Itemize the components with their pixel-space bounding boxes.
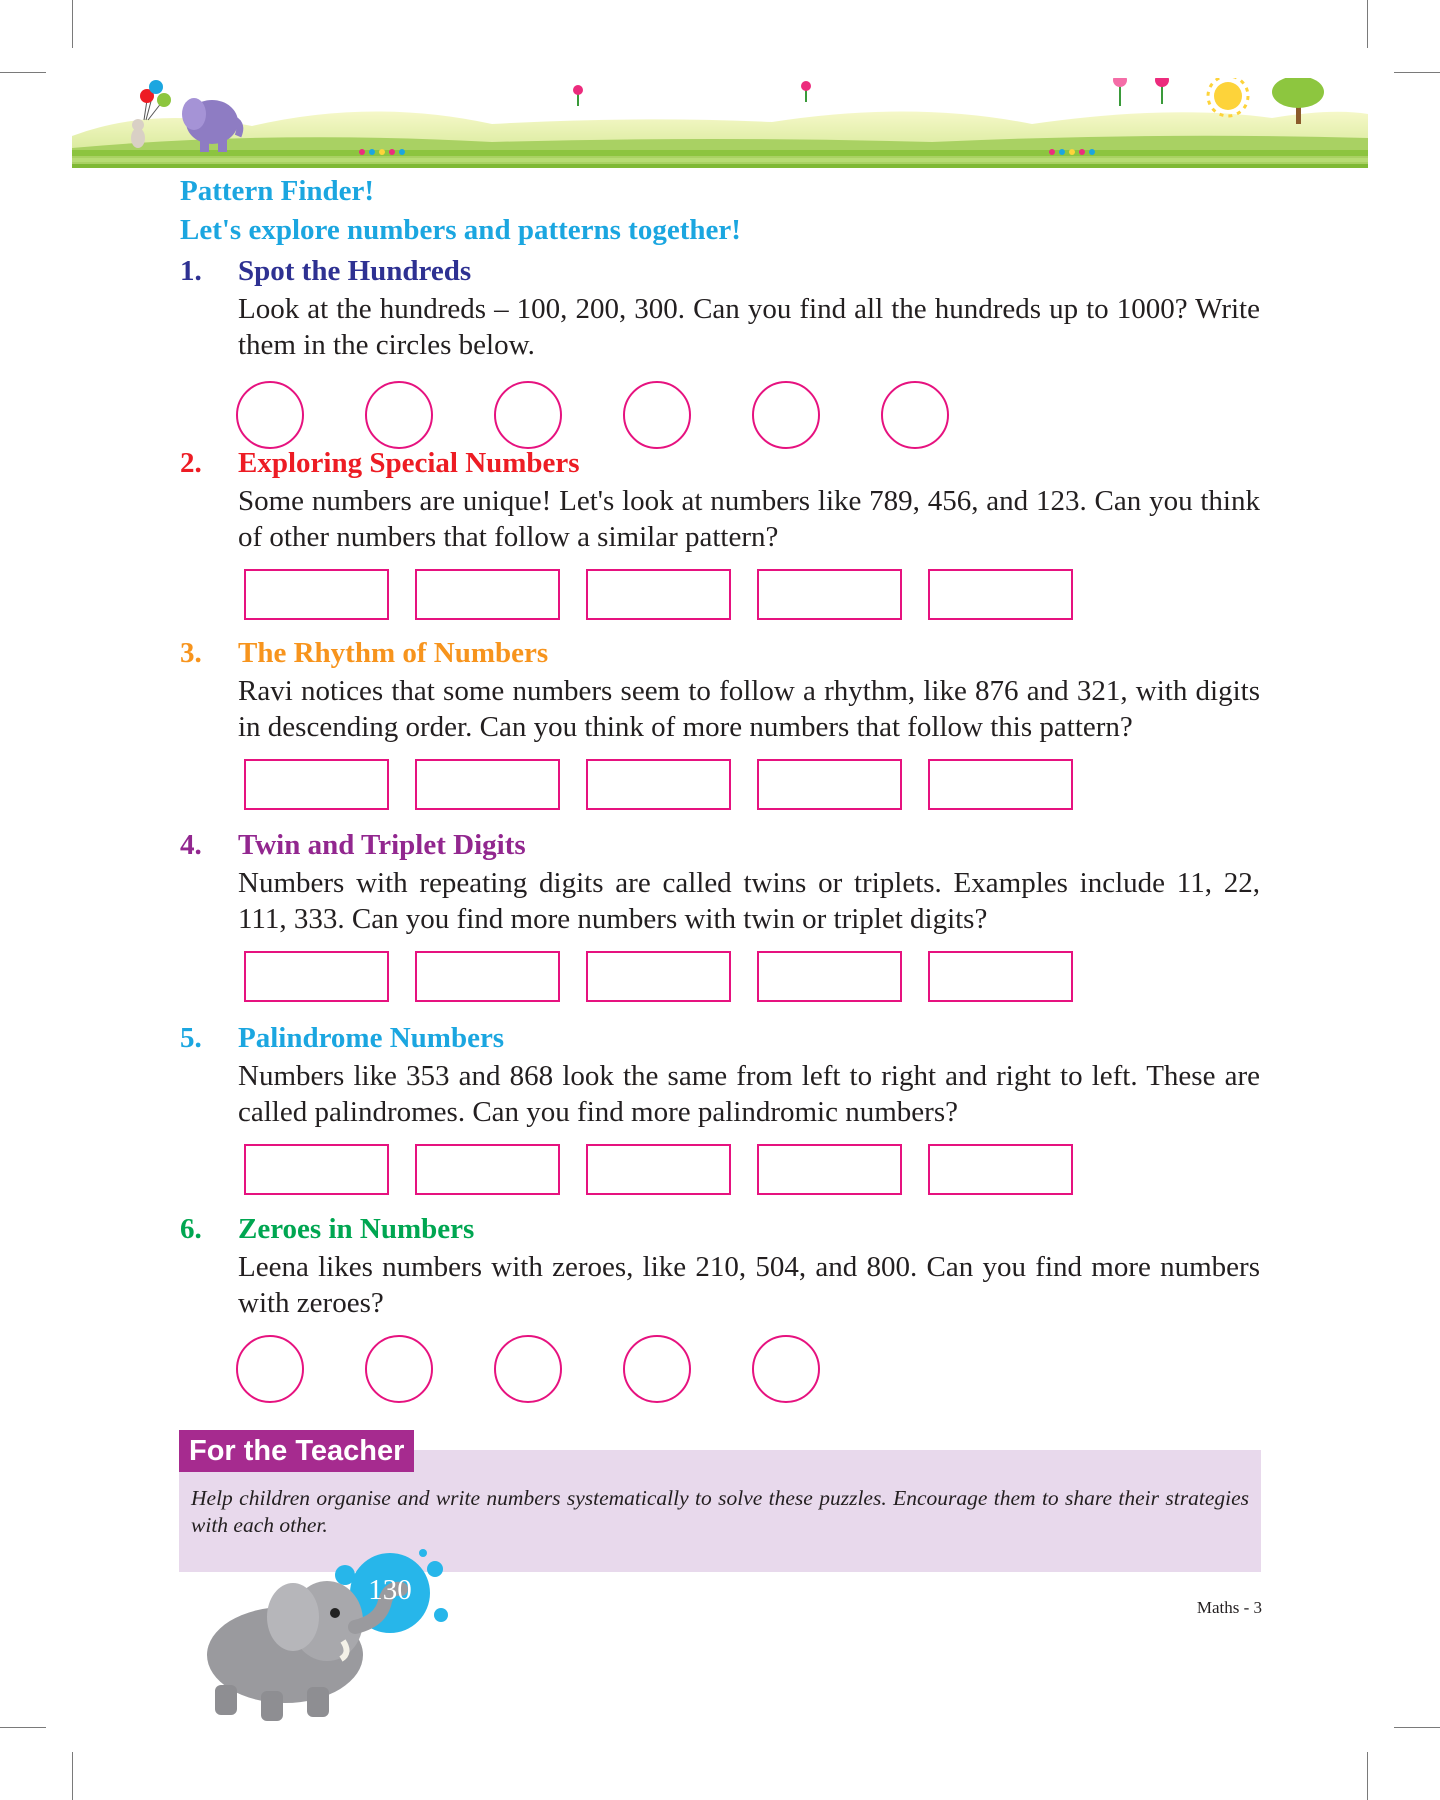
question-number: 4.	[180, 829, 202, 861]
crop-mark-top-left-v	[72, 0, 73, 48]
teacher-note-text: Help children organise and write numbers systematically to solve these puzzles. Encourage them to share their strategies with each other.	[179, 1450, 1261, 1572]
book-label: Maths - 3	[1196, 1598, 1262, 1617]
flower-icon-1	[573, 85, 583, 106]
worksheet-content	[180, 172, 1260, 1319]
question-number: 5.	[180, 1022, 202, 1054]
answer-circle[interactable]	[365, 1335, 433, 1403]
question-text: Leena likes numbers with zeroes, like 210, 504, and 800. Can you find more numbers with zeroes?	[238, 1251, 1260, 1319]
page-number: 130	[368, 1574, 412, 1606]
question-heading-row	[180, 826, 1260, 865]
answer-box[interactable]	[415, 569, 560, 620]
crop-mark-bottom-left-h	[0, 1727, 46, 1728]
header-landscape-banner	[72, 78, 1368, 168]
question-text: Look at the hundreds – 100, 200, 300. Can you find all the hundreds up to 1000? Write them in the circles below.	[238, 293, 1260, 361]
answer-box[interactable]	[244, 569, 389, 620]
answer-box[interactable]	[928, 569, 1073, 620]
answer-circle[interactable]	[236, 381, 304, 449]
answer-circle[interactable]	[623, 381, 691, 449]
crop-mark-top-right-h	[1394, 72, 1440, 73]
sun-icon	[1208, 78, 1248, 116]
answer-box[interactable]	[244, 1144, 389, 1195]
question-heading-row	[180, 444, 1260, 483]
answer-row	[244, 951, 1260, 1002]
answer-box[interactable]	[415, 951, 560, 1002]
question-heading: The Rhythm of Numbers	[238, 637, 549, 669]
rabbit-icon	[131, 119, 145, 148]
question-text: Numbers like 353 and 868 look the same from left to right and right to left. These are called palindromes. Can you find more palindromic numbers?	[238, 1060, 1260, 1128]
question-heading-row	[180, 252, 1260, 291]
question-heading-row	[180, 1019, 1260, 1058]
answer-circle[interactable]	[881, 381, 949, 449]
answer-box[interactable]	[586, 1144, 731, 1195]
answer-box[interactable]	[757, 1144, 902, 1195]
grass-stripe-3	[72, 164, 1368, 168]
answer-box[interactable]	[757, 569, 902, 620]
question-4	[180, 826, 1260, 1002]
answer-circle[interactable]	[494, 381, 562, 449]
flowers-cluster-icon	[1113, 78, 1169, 106]
crop-mark-top-left-h	[0, 72, 46, 73]
question-heading: Twin and Triplet Digits	[238, 829, 526, 861]
question-2	[180, 444, 1260, 620]
answer-row	[244, 569, 1260, 620]
question-heading-row	[180, 1210, 1260, 1249]
crop-mark-bottom-right-h	[1394, 1727, 1440, 1728]
answer-circle[interactable]	[236, 1335, 304, 1403]
answer-box[interactable]	[757, 951, 902, 1002]
crop-mark-bottom-left-v	[72, 1752, 73, 1800]
answer-row	[244, 1144, 1260, 1195]
answer-box[interactable]	[415, 759, 560, 810]
elephant-mascot-icon	[175, 1545, 475, 1725]
page-subtitle: Let's explore numbers and patterns together!	[180, 214, 741, 246]
answer-circle[interactable]	[752, 381, 820, 449]
crop-mark-top-right-v	[1367, 0, 1368, 48]
grass-stripe-1	[72, 150, 1368, 156]
question-number: 2.	[180, 447, 202, 479]
question-heading-row	[180, 634, 1260, 673]
answer-circle[interactable]	[494, 1335, 562, 1403]
answer-box[interactable]	[415, 1144, 560, 1195]
balloons-icon	[140, 80, 171, 120]
question-1	[180, 252, 1260, 449]
answer-box[interactable]	[928, 1144, 1073, 1195]
question-5	[180, 1019, 1260, 1195]
page-title: Pattern Finder!	[180, 175, 375, 207]
answer-box[interactable]	[757, 759, 902, 810]
answer-circle[interactable]	[365, 381, 433, 449]
answer-box[interactable]	[586, 951, 731, 1002]
question-heading: Palindrome Numbers	[238, 1022, 505, 1054]
question-3	[180, 634, 1260, 810]
answer-box[interactable]	[244, 759, 389, 810]
answer-row	[244, 759, 1260, 810]
answer-box[interactable]	[244, 951, 389, 1002]
question-number: 3.	[180, 637, 202, 669]
question-number: 1.	[180, 255, 202, 287]
answer-row	[236, 1335, 1260, 1403]
question-heading: Exploring Special Numbers	[238, 447, 580, 479]
answer-row	[236, 381, 1260, 449]
question-heading: Spot the Hundreds	[238, 255, 472, 287]
answer-box[interactable]	[586, 759, 731, 810]
question-text: Ravi notices that some numbers seem to follow a rhythm, like 876 and 321, with digits in descending order. Can you think of more numbers that follow this pattern?	[238, 675, 1260, 743]
question-heading: Zeroes in Numbers	[238, 1213, 475, 1245]
question-number: 6.	[180, 1213, 202, 1245]
answer-box[interactable]	[586, 569, 731, 620]
flower-icon-2	[801, 81, 811, 102]
answer-box[interactable]	[928, 759, 1073, 810]
question-text: Some numbers are unique! Let's look at numbers like 789, 456, and 123. Can you think of other numbers that follow a similar pattern?	[238, 485, 1260, 553]
teacher-note-label: For the Teacher	[179, 1430, 414, 1472]
crop-mark-bottom-right-v	[1367, 1752, 1368, 1800]
question-6	[180, 1210, 1260, 1403]
answer-circle[interactable]	[752, 1335, 820, 1403]
answer-box[interactable]	[928, 951, 1073, 1002]
grass-stripe-2	[72, 158, 1368, 162]
question-text: Numbers with repeating digits are called twins or triplets. Examples include 11, 22, 111, 333. Can you find more numbers with twin or triplet digits?	[238, 867, 1260, 935]
answer-circle[interactable]	[623, 1335, 691, 1403]
